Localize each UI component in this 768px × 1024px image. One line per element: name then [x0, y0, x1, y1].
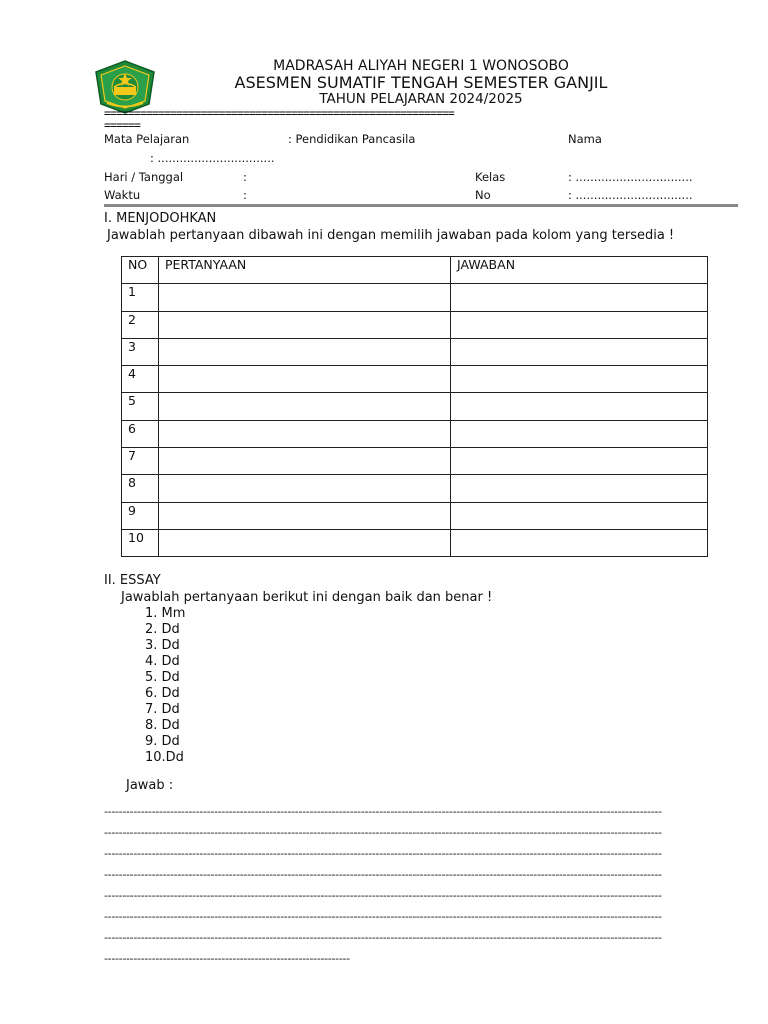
- section-2-instruction: Jawablah pertanyaan berikut ini dengan baik dan benar !: [121, 590, 493, 605]
- matching-table: [121, 256, 708, 557]
- row-number: 2: [122, 311, 159, 338]
- mapel-label: Mata Pelajaran: [104, 132, 190, 146]
- kelas-label: Kelas: [475, 170, 506, 184]
- row-number: 3: [122, 338, 159, 365]
- question-cell[interactable]: [159, 284, 451, 311]
- hari-label: Hari / Tanggal: [104, 170, 184, 184]
- row-number: 5: [122, 393, 159, 420]
- header-jawaban: JAWABAN: [451, 257, 708, 284]
- question-cell[interactable]: [159, 420, 451, 447]
- table-header-row: [122, 257, 708, 284]
- answer-line[interactable]: --------------------------------------------------------------------------------------------------------------------------------------------------------: [104, 868, 662, 881]
- table-row: [122, 284, 708, 311]
- question-cell[interactable]: [159, 475, 451, 502]
- essay-question: 6. Dd: [145, 686, 180, 701]
- mapel-value: : Pendidikan Pancasila: [288, 132, 416, 146]
- answer-cell[interactable]: [451, 311, 708, 338]
- answer-label: Jawab :: [126, 778, 174, 793]
- question-cell[interactable]: [159, 448, 451, 475]
- question-cell[interactable]: [159, 393, 451, 420]
- table-row: [122, 420, 708, 447]
- answer-cell[interactable]: [451, 448, 708, 475]
- row-number: 4: [122, 366, 159, 393]
- answer-cell[interactable]: [451, 502, 708, 529]
- row-number: 10: [122, 529, 159, 556]
- essay-question: 10.Dd: [145, 750, 184, 765]
- answer-cell[interactable]: [451, 338, 708, 365]
- nama-label: Nama: [568, 132, 602, 146]
- question-cell[interactable]: [159, 529, 451, 556]
- table-row: [122, 448, 708, 475]
- table-row: [122, 475, 708, 502]
- answer-cell[interactable]: [451, 420, 708, 447]
- answer-line[interactable]: --------------------------------------------------------------------------------------------------------------------------------------------------------: [104, 805, 662, 818]
- table-row: [122, 311, 708, 338]
- row-number: 6: [122, 420, 159, 447]
- header-pertanyaan: PERTANYAAN: [159, 257, 451, 284]
- question-cell[interactable]: [159, 502, 451, 529]
- answer-cell[interactable]: [451, 475, 708, 502]
- nama-value-field[interactable]: : ................................: [150, 151, 275, 165]
- question-cell[interactable]: [159, 366, 451, 393]
- separator-line-cont: ======: [104, 119, 141, 132]
- answer-line[interactable]: --------------------------------------------------------------------------------------------------------------------------------------------------------: [104, 910, 662, 923]
- no-label: No: [475, 188, 491, 202]
- table-row: [122, 338, 708, 365]
- answer-cell[interactable]: [451, 284, 708, 311]
- table-row: [122, 529, 708, 556]
- answer-line[interactable]: --------------------------------------------------------------------------------------------------------------------------------------------------------: [104, 847, 662, 860]
- header-divider: [104, 204, 738, 207]
- exam-title: ASESMEN SUMATIF TENGAH SEMESTER GANJIL: [234, 73, 608, 92]
- essay-question: 3. Dd: [145, 638, 180, 653]
- table-row: [122, 502, 708, 529]
- table-row: [122, 393, 708, 420]
- answer-line[interactable]: --------------------------------------------------------------------------------------------------------------------------------------------------------: [104, 931, 662, 944]
- essay-question: 7. Dd: [145, 702, 180, 717]
- waktu-colon: :: [243, 188, 247, 202]
- essay-question: 4. Dd: [145, 654, 180, 669]
- kelas-value-field[interactable]: : ................................: [568, 170, 693, 184]
- essay-question: 2. Dd: [145, 622, 180, 637]
- answer-cell[interactable]: [451, 366, 708, 393]
- question-cell[interactable]: [159, 338, 451, 365]
- hari-colon: :: [243, 170, 247, 184]
- answer-cell[interactable]: [451, 393, 708, 420]
- no-value-field[interactable]: : ................................: [568, 188, 693, 202]
- section-1-instruction: Jawablah pertanyaan dibawah ini dengan memilih jawaban pada kolom yang tersedia !: [107, 228, 675, 243]
- answer-line[interactable]: --------------------------------------------------------------------------------------------------------------------------------------------------------: [104, 826, 662, 839]
- essay-question: 9. Dd: [145, 734, 180, 749]
- separator-line: ==========================================================: [104, 107, 455, 120]
- row-number: 9: [122, 502, 159, 529]
- answer-cell[interactable]: [451, 529, 708, 556]
- academic-year: TAHUN PELAJARAN 2024/2025: [319, 91, 523, 107]
- row-number: 8: [122, 475, 159, 502]
- answer-line-last[interactable]: -------------------------------------------------------------------: [104, 952, 350, 965]
- row-number: 7: [122, 448, 159, 475]
- waktu-label: Waktu: [104, 188, 141, 202]
- section-2-heading: II. ESSAY: [104, 573, 161, 588]
- header-no: NO: [122, 257, 159, 284]
- question-cell[interactable]: [159, 311, 451, 338]
- section-1-heading: I. MENJODOHKAN: [104, 211, 217, 226]
- table-row: [122, 366, 708, 393]
- school-name: MADRASAH ALIYAH NEGERI 1 WONOSOBO: [273, 58, 569, 74]
- essay-question: 1. Mm: [145, 606, 186, 621]
- answer-line[interactable]: --------------------------------------------------------------------------------------------------------------------------------------------------------: [104, 889, 662, 902]
- row-number: 1: [122, 284, 159, 311]
- essay-question: 5. Dd: [145, 670, 180, 685]
- essay-question: 8. Dd: [145, 718, 180, 733]
